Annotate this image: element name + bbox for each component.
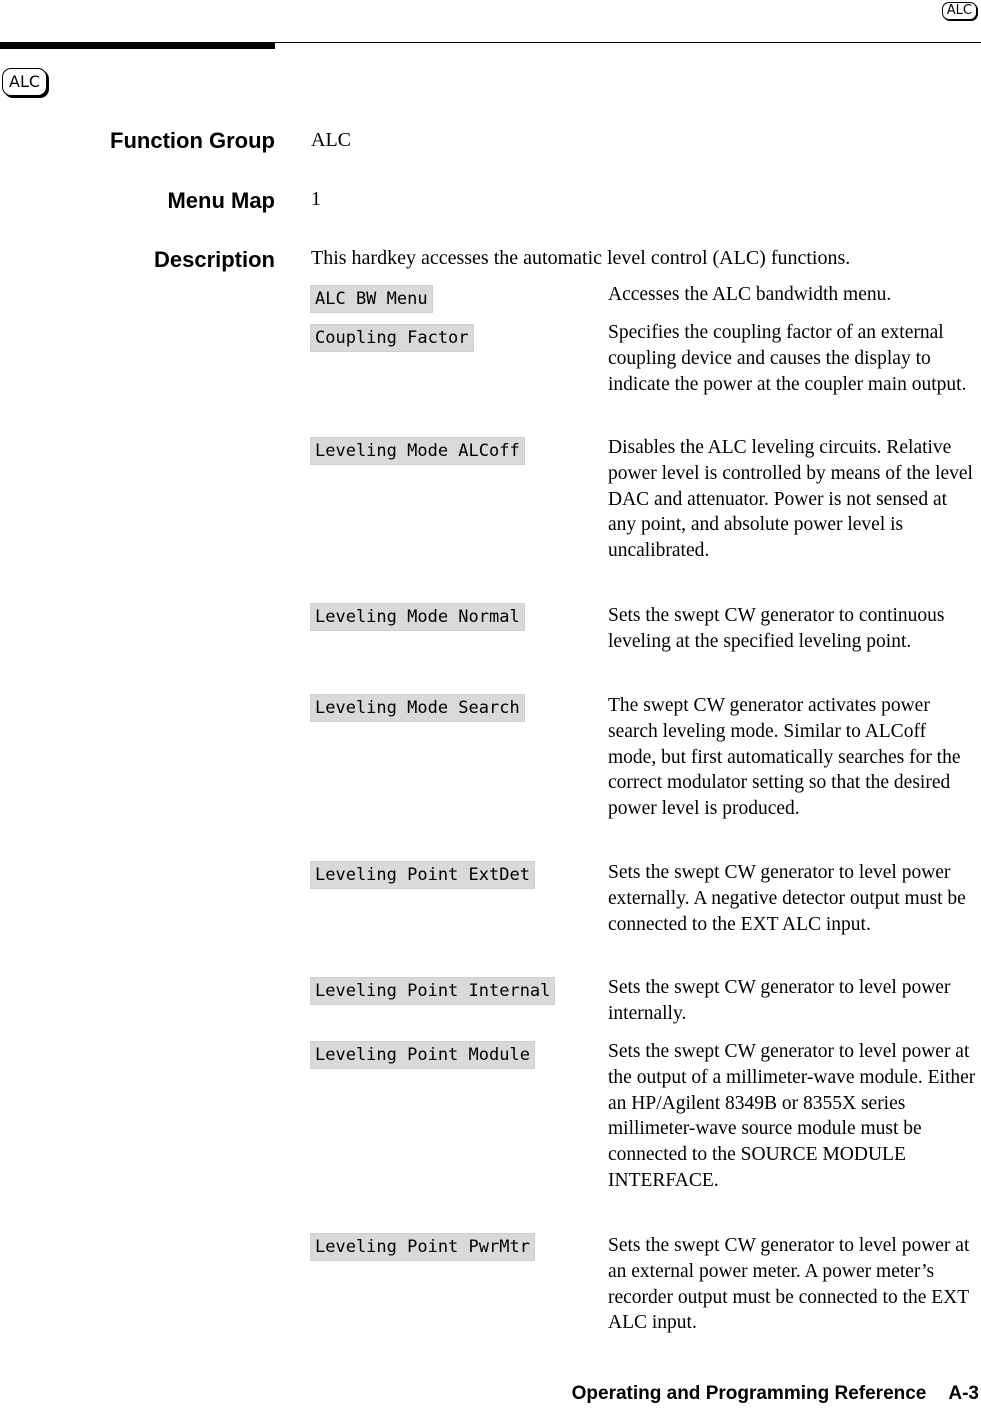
softkey-description: Accesses the ALC bandwidth menu. (608, 284, 892, 305)
softkey-description: Sets the swept CW generator to continuous leveling at the specified leveling point. (608, 605, 945, 652)
description-label: Description (153, 247, 275, 272)
menu-map-label: Menu Map (167, 188, 275, 213)
softkey-description: Sets the swept CW generator to level power at an external power meter. A power meter’s recorder output must be connected to the EXT ALC input. (608, 1235, 970, 1334)
function-group-value: ALC (311, 129, 351, 151)
header-rule-thick (0, 42, 275, 49)
softkey-description: Sets the swept CW generator to level power externally. A negative detector output must be connected to the EXT ALC input. (608, 862, 966, 935)
softkey-description: Disables the ALC leveling circuits. Relative power level is controlled by means of the level DAC and attenuator. Power is not sensed at any point, and absolute power level is uncalibrated. (608, 437, 973, 562)
softkey-leveling-point-pwrmtr[interactable]: Leveling Point PwrMtr (310, 1233, 535, 1261)
alc-hardkey-title: ALC (2, 68, 47, 96)
softkey-description: The swept CW generator activates power search leveling mode. Similar to ALCoff mode, but first automatically searches for the correct modulator setting so that the desired power level is produced. (608, 695, 961, 820)
softkey-leveling-point-module[interactable]: Leveling Point Module (310, 1041, 535, 1069)
page-footer (572, 1383, 979, 1408)
softkey-description: Sets the swept CW generator to level power at the output of a millimeter-wave module. Either an HP/Agilent 8349B or 8355X series millimeter-wave source module must be connected to the SOURCE MODULE INTERFACE. (608, 1041, 976, 1191)
menu-map-value: 1 (311, 188, 321, 210)
alc-hardkey-header: ALC (942, 2, 977, 20)
softkey-description: Specifies the coupling factor of an external coupling device and causes the display to indicate the power at the coupler main output. (608, 322, 967, 395)
softkey-coupling-factor[interactable]: Coupling Factor (310, 324, 474, 352)
softkey-alc-bw-menu[interactable]: ALC BW Menu (310, 285, 433, 313)
description-text: This hardkey accesses the automatic level control (ALC) functions. (311, 247, 851, 269)
footer-title: Operating and Programming Reference (571, 1383, 927, 1404)
softkey-description: Sets the swept CW generator to level power internally. (608, 977, 951, 1024)
softkey-leveling-mode-normal[interactable]: Leveling Mode Normal (310, 603, 525, 631)
softkey-leveling-point-extdet[interactable]: Leveling Point ExtDet (310, 861, 535, 889)
softkey-leveling-mode-alcoff[interactable]: Leveling Mode ALCoff (310, 437, 525, 465)
function-group-label: Function Group (110, 128, 275, 153)
header-rule-thin (275, 42, 981, 43)
softkey-leveling-mode-search[interactable]: Leveling Mode Search (310, 694, 525, 722)
page-number: A-3 (948, 1383, 979, 1404)
softkey-leveling-point-internal[interactable]: Leveling Point Internal (310, 977, 555, 1005)
